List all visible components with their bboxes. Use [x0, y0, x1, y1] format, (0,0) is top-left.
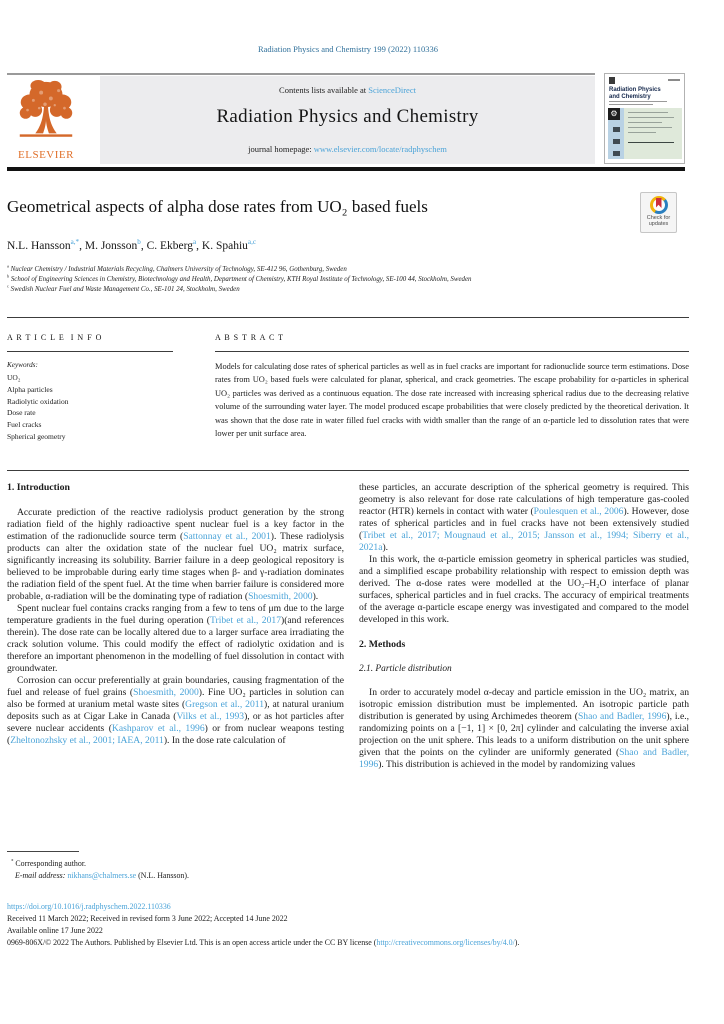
text-link[interactable]: a,c [247, 238, 257, 247]
text-link[interactable]: Shao and Badler, 1996 [359, 747, 689, 770]
article-title: Geometrical aspects of alpha dose rates from UO₂ based fuels [7, 197, 428, 216]
intro-paragraph-3: Corrosion can occur preferentially at grain boundaries, causing fragmentation of the fuel and release of fuel grains (Shoesmith, 2000). Fine UO₂ particles in solution can also be formed at uranium metal waste sites (Gregson et al., 2011), at natural uranium deposits such as at Cigar Lake in Canada (Vilks et al., 1993), or as hot particles after severe nuclear accidents (Kashparov et al., 1996) or from nuclear weapons testing (Zheltonozhsky et al., 2001; IAEA, 2011). In the dose rate calculation of [7, 675, 345, 746]
text-link[interactable]: Tribet et al., 2017 [210, 615, 281, 626]
article-footer [7, 901, 697, 948]
keyword: Radiolytic oxidation [7, 396, 69, 406]
affiliation-c: $^c$ Swedish Nuclear Fuel and Waste Management Co., SE-101 24, Stockholm, Sweden [7, 283, 240, 293]
subsection-heading-particle-distribution: 2.1. Particle distribution [359, 664, 452, 674]
text-link[interactable]: Kashparov et al., 1996 [111, 723, 205, 734]
affiliations [7, 265, 627, 295]
footnote [7, 858, 344, 882]
info-box-bottom-rule [7, 470, 689, 471]
text-link[interactable]: Shao and Badler, 1996 [577, 711, 667, 722]
homepage-prefix: journal homepage: [248, 144, 314, 154]
cover-logo-mark [609, 77, 615, 84]
keyword: Fuel cracks [7, 420, 42, 430]
footnote-rule [7, 851, 79, 852]
corresponding-author-note: * Corresponding author. [11, 859, 86, 868]
doi-link[interactable]: https://doi.org/10.1016/j.radphyschem.2022.110336 [7, 902, 171, 911]
abstract-rule [215, 351, 689, 352]
email-address-line: E-mail address: nikhans@chalmers.se (N.L. Hansson). [15, 871, 189, 880]
intro-paragraph-2: Spent nuclear fuel contains cracks ranging from a few to tens of μm due to the large temperature gradients in the fuel during operation (Tribet et al., 2017)(and references therein). The dose rate can be locally altered due to a larger surface area irradiating the crack solution volume. This could modify the effect of radiolytic oxidation and is therefore an important phenomenon in the modelling of fuel dissolution in contact with groundwater. [7, 603, 344, 674]
affiliation-b: $^b$ School of Engineering Sciences in Chemistry, Biotechnology and Health, Department of Chemistry, KTH Royal Institute of Technology, SE-100 44, Stockholm, Sweden [7, 273, 472, 283]
homepage-line [100, 144, 595, 154]
abstract-header: A B S T R A C T [215, 333, 285, 342]
sciencedirect-link[interactable]: ScienceDirect [368, 85, 416, 95]
journal-cover-thumbnail[interactable] [604, 73, 685, 164]
copyright-line: 0969-806X/© 2022 The Authors. Published by Elsevier Ltd. This is an open access article under the CC BY license (http://creativecommons.org/licenses/by/4.0/). [7, 938, 520, 947]
elsevier-wordmark: ELSEVIER [18, 149, 74, 161]
banner-bottom-bar [7, 167, 685, 171]
cover-title: Radiation Physics and Chemistry [609, 87, 661, 100]
text-link[interactable]: Vilks et al., 1993 [176, 711, 245, 722]
text-link[interactable]: http://creativecommons.org/licenses/by/4.0/ [376, 938, 515, 947]
info-box-top-rule [7, 317, 689, 318]
check-for-updates-badge[interactable] [640, 192, 677, 233]
text-link[interactable]: a [192, 238, 197, 247]
abstract-text: Models for calculating dose rates of spherical particles as well as in fuel cracks are important for radionuclide source term estimations. Dose rates from UO₂ based fuels were calculated for planar, spherical, and crack geometries. The escape probability for α-particles in spherical UO₂ particles was derived as a continuous equation. The dose rate increased with increasing spherical radius due to the decreasing relative volume of the surrounding water layer. The model produced escape probabilities that were closely predicted by the theoretical derivation. It was shown that the dose rate in water filled fuel cracks with width smaller than the range of an α-particle led to dissolution rates that were lower per unit surface area. [215, 362, 689, 439]
badge-label: Check for updates [646, 215, 671, 227]
homepage-link[interactable]: www.elsevier.com/locate/radphyschem [313, 144, 447, 154]
author-list: N.L. Hansson$^{a,*}$, M. Jonsson$^b$, C. Ekberg$^a$, K. Spahiu$^{a,c}$ [7, 238, 257, 252]
intro-paragraph-continued: these particles, an accurate description of the spherical geometry is required. This geometry is also relevant for dose rate calculations of high temperature gas-cooled reactor (HTR) kernels in contact with water (Poulesquen et al., 2006). However, dose rates of spherical particles and in fuel cracks have not been extensively studied (Tribet et al., 2017; Mougnaud et al., 2015; Jansson et al., 1994; Siberry et al., 2021a). [359, 482, 689, 553]
text-link[interactable]: Zheltonozhsky et al., 2001; IAEA, 2011 [10, 735, 164, 746]
keyword: Dose rate [7, 408, 36, 418]
elsevier-tree-icon [15, 78, 77, 146]
text-link[interactable]: nikhans@chalmers.se [67, 871, 137, 880]
affiliation-a: $^a$ Nuclear Chemistry / Industrial Materials Recycling, Chalmers University of Technology, SE-412 96, Gothenburg, Sweden [7, 263, 347, 273]
cover-issn-line [668, 79, 680, 81]
methods-paragraph-1: In order to accurately model α-decay and particle emission in the UO₂ matrix, an isotropic emission distribution must be implemented. An isotropic particle path distribution is generated by using Archimedes theorem (Shao and Badler, 1996), i.e., randomizing points on a [−1, 1] × [0, 2π] cylinder and calculating the inverse axial projection on the unit sphere. This leads to a uniform distribution on the unit sphere given that the points on the cylinder are uniformly generated (Shao and Badler, 1996). This distribution is achieved in the model by randomizing values [359, 687, 689, 770]
banner-top-rule [7, 73, 595, 75]
body-column-right [359, 482, 689, 771]
text-link[interactable]: Shoesmith, 2000 [133, 687, 199, 698]
masthead-citation: Radiation Physics and Chemistry 199 (2022) 110336 [257, 44, 439, 54]
crossmark-icon [650, 196, 668, 214]
section-heading-methods: 2. Methods [359, 639, 406, 650]
cover-subtitle-line2 [609, 104, 653, 105]
available-online-date: Available online 17 June 2022 [7, 926, 103, 935]
text-link[interactable]: a,* [70, 238, 80, 247]
keyword: UO₂ [7, 373, 21, 382]
cover-subtitle-line [609, 101, 667, 102]
text-link[interactable]: b [137, 238, 141, 247]
gear-icon: ⚙ [608, 108, 620, 120]
elsevier-logo[interactable] [7, 78, 85, 164]
keyword: Spherical geometry [7, 431, 66, 441]
body-column-left [7, 482, 344, 747]
keyword: Alpha particles [7, 384, 53, 394]
contents-prefix: Contents lists available at [279, 85, 369, 95]
section-heading-introduction: 1. Introduction [7, 482, 70, 493]
cover-content-panel [624, 108, 682, 159]
journal-title: Radiation Physics and Chemistry [216, 106, 479, 127]
text-link[interactable]: Tribet et al., 2017; Mougnaud et al., 2015; Jansson et al., 1994; Siberry et al., 2021a [359, 530, 689, 553]
keywords-label: Keywords: [7, 361, 38, 369]
journal-banner [100, 76, 595, 164]
intro-paragraph-4: In this work, the α-particle emission geometry in spherical particles was studied, and a simplified escape probability relationship with respect to emission depth was derived. The α-dose rates were modelled at the UO₂–H₂O interface of planar surfaces, spherical particles and in fuel cracks. The accuracy of empirical treatments of the average α-particle escape energy was investigated and compared to the model developed in this work. [359, 554, 689, 625]
contents-line [100, 85, 595, 95]
keywords-list [7, 372, 68, 443]
text-link[interactable]: Poulesquen et al., 2006 [533, 506, 624, 517]
text-link[interactable]: Sattonnay et al., 2001 [183, 531, 271, 542]
text-link[interactable]: Gregson et al., 2011 [185, 699, 264, 710]
article-info-header: A R T I C L E I N F O [7, 333, 103, 342]
article-info-rule [7, 351, 173, 352]
intro-paragraph-1: Accurate prediction of the reactive radiolysis product generation by the strong radiation field of the highly radioactive spent nuclear fuel is a key factor in the estimation of the radionuclide source term (Sattonnay et al., 2001). These radiolysis products can alter the oxidation state of the nuclear fuel UO₂ matrix surface, significantly increasing its solubility. Barrier failure in a deep geological repository is believed to be improbable during early time stages when β- and γ-radiation dominates the radiation field of the spent fuel. At the time when barrier failure is considered more probable, α-radiation will be the dominating type of radiation (Shoesmith, 2000). [7, 507, 344, 602]
text-link[interactable]: Shoesmith, 2000 [248, 591, 313, 602]
received-dates: Received 11 March 2022; Received in revised form 3 June 2022; Accepted 14 June 2022 [7, 914, 288, 923]
